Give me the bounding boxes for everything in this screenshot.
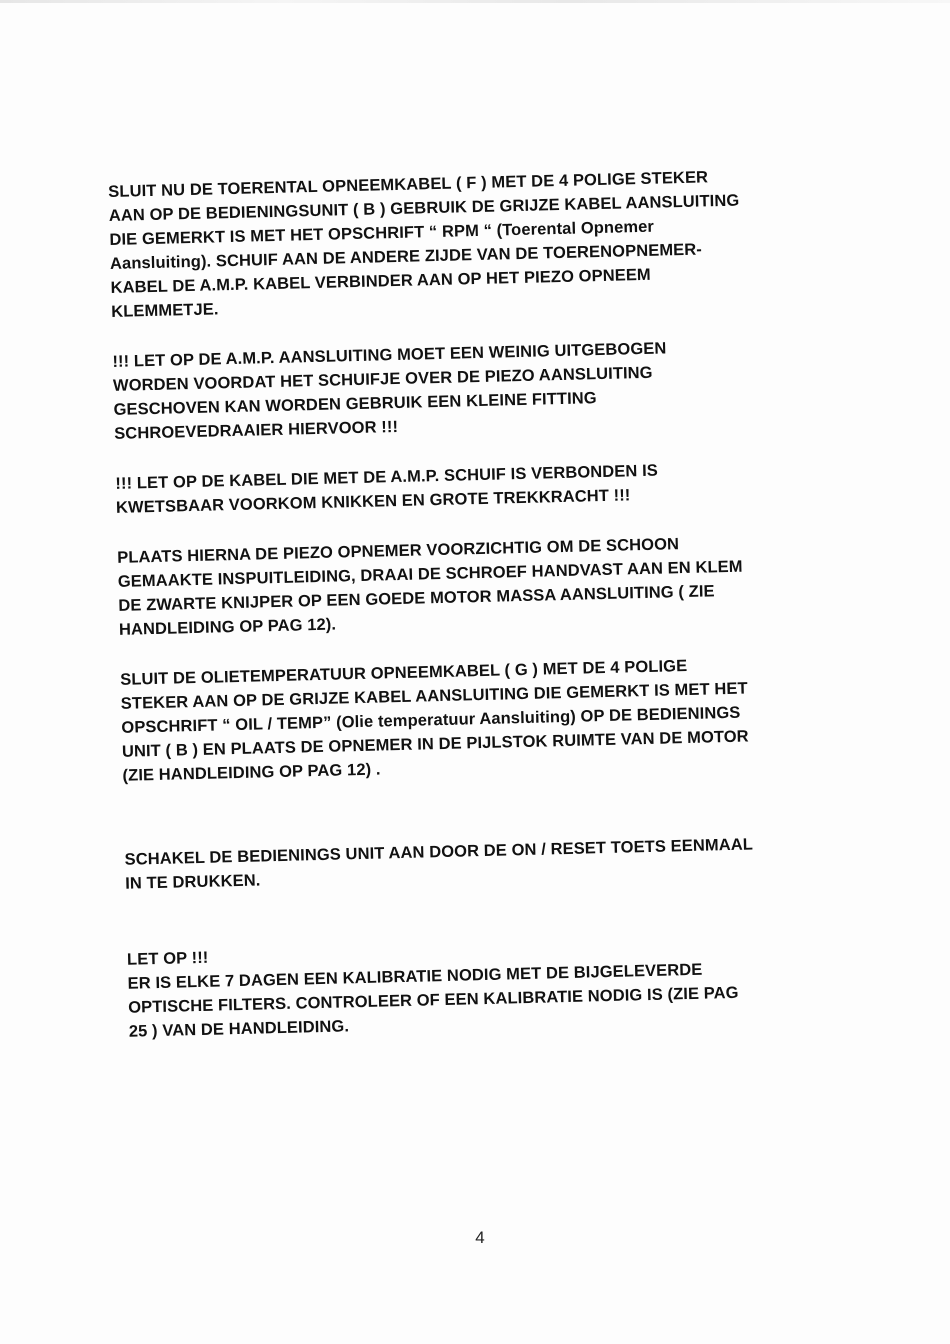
scan-edge — [0, 0, 950, 3]
paragraph-piezo-placement: PLAATS HIERNA DE PIEZO OPNEMER VOORZICHTIG OM DE SCHOON GEMAAKTE INSPUITLEIDING, DRAAI DE SCHROEF HANDVAST AAN EN KLEM DE ZWARTE KNIJPER OP EEN GOEDE MOTOR MASSA AANSLUITING ( ZIE HANDLEIDING OP PAG 12). — [117, 535, 743, 639]
paragraph-calibration-notice: LET OP !!! ER IS ELKE 7 DAGEN EEN KALIBRATIE NODIG MET DE BIJGELEVERDE OPTISCHE FILTERS. CONTROLEER OF EEN KALIBRATIE NODIG IS (ZIE PAG 25 ) VAN DE HANDLEIDING. — [126, 948, 739, 1041]
paragraph-amp-warning: !!! LET OP DE A.M.P. AANSLUITING MOET EEN WEINIG UITGEBOGEN WORDEN VOORDAT HET SCHUIFJE OVER DE PIEZO AANSLUITING GESCHOVEN KAN WORDEN GEBRUIK EEN KLEINE FITTING SCHROEVEDRAAIER HIERVOOR !!! — [112, 339, 667, 443]
paragraph-oil-temp-cable: SLUIT DE OLIETEMPERATUUR OPNEEMKABEL ( G ) MET DE 4 POLIGE STEKER AAN OP DE GRIJZE KABEL AANSLUITING DIE GEMERKT IS MET HET OPSCHRIFT “ OIL / TEMP” (Olie temperatuur Aansluiting) OP DE BEDIENINGS UNIT ( B ) EN PLAATS DE OPNEMER IN DE PIJLSTOK RUIMTE VAN DE MOTOR (ZIE HANDLEIDING OP PAG 12) . — [119, 656, 749, 785]
document-body — [108, 162, 859, 1044]
paragraph-switch-on: SCHAKEL DE BEDIENINGS UNIT AAN DOOR DE ON / RESET TOETS EENMAAL IN TE DRUKKEN. — [124, 835, 754, 893]
paragraph-rpm-cable: SLUIT NU DE TOERENTAL OPNEEMKABEL ( F ) MET DE 4 POLIGE STEKER AAN OP DE BEDIENINGSUNIT ( B ) GEBRUIK DE GRIJZE KABEL AANSLUITING DIE GEMERKT IS MET HET OPSCHRIFT “ RPM “ (Toerental Opnemer Aansluiting). SCHUIF AAN DE ANDERE ZIJDE VAN DE TOERENOPNEMER- KABEL DE A.M.P. KABEL VERBINDER AAN OP HET PIEZO OPNEEM KLEMMETJE. — [108, 168, 740, 321]
paragraph-cable-warning: !!! LET OP DE KABEL DIE MET DE A.M.P. SCHUIF IS VERBONDEN IS KWETSBAAR VOORKOM KNIKKEN EN GROTE TREKKRACHT !!! — [115, 461, 659, 517]
page-number: 4 — [475, 1228, 485, 1247]
